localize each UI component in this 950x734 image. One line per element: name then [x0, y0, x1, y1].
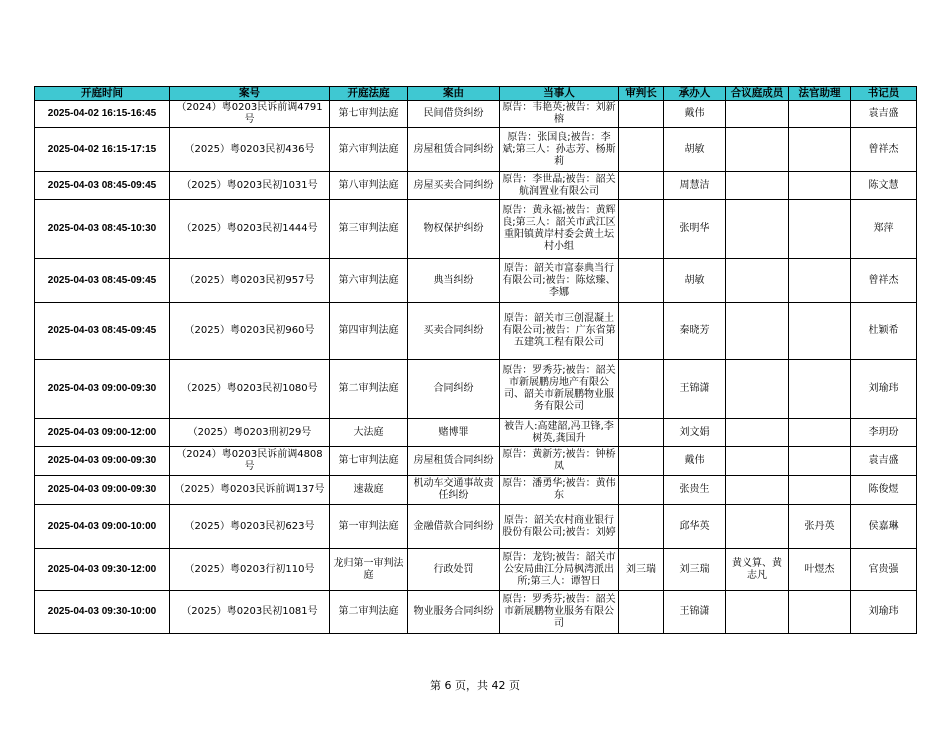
cell-case-number: （2025）粤0203行初110号	[170, 549, 330, 591]
cell-court: 第六审判法庭	[330, 128, 408, 172]
cell-judge-assistant	[789, 172, 851, 200]
cell-case-number: （2025）粤0203民初623号	[170, 505, 330, 549]
cell-judge-assistant	[789, 259, 851, 303]
cell-judge-assistant	[789, 476, 851, 505]
cell-handler: 秦晓芳	[664, 303, 726, 360]
table-row	[35, 476, 917, 505]
cell-cause: 物权保护纠纷	[408, 200, 500, 259]
cell-cause: 房屋租赁合同纠纷	[408, 447, 500, 476]
cell-case-number: （2025）粤0203民初1080号	[170, 360, 330, 419]
cell-parties: 原告：韶关农村商业银行股份有限公司;被告：刘婷	[500, 505, 619, 549]
cell-time: 2025-04-03 08:45-09:45	[35, 172, 170, 200]
cell-parties: 原告：罗秀芬;被告：韶关市新展鹏物业服务有限公司	[500, 591, 619, 634]
cell-court: 速裁庭	[330, 476, 408, 505]
cell-chief-judge	[619, 101, 664, 128]
table-row	[35, 172, 917, 200]
cell-parties: 被告人:高建韶,冯卫锋,李树英,龚国升	[500, 419, 619, 447]
cell-chief-judge	[619, 419, 664, 447]
cell-court: 第七审判法庭	[330, 447, 408, 476]
page-footer: 第 6 页，共 42 页	[430, 679, 520, 692]
cell-cause: 赌博罪	[408, 419, 500, 447]
cell-clerk: 曾祥杰	[851, 128, 917, 172]
cell-parties: 原告：潘勇华;被告：黄伟东	[500, 476, 619, 505]
table-row	[35, 505, 917, 549]
cell-clerk: 郑萍	[851, 200, 917, 259]
cell-court: 第六审判法庭	[330, 259, 408, 303]
cell-court: 大法庭	[330, 419, 408, 447]
cell-court: 第七审判法庭	[330, 101, 408, 128]
table-row	[35, 200, 917, 259]
cell-handler: 胡敏	[664, 128, 726, 172]
cell-court: 第八审判法庭	[330, 172, 408, 200]
table-row	[35, 303, 917, 360]
cell-panel-members	[726, 447, 789, 476]
cell-cause: 民间借贷纠纷	[408, 101, 500, 128]
cell-chief-judge	[619, 360, 664, 419]
header-case-number: 案号	[170, 87, 330, 101]
cell-court: 第一审判法庭	[330, 505, 408, 549]
cell-panel-members	[726, 200, 789, 259]
cell-judge-assistant	[789, 200, 851, 259]
cell-time: 2025-04-03 09:30-10:00	[35, 591, 170, 634]
cell-court: 第二审判法庭	[330, 360, 408, 419]
header-parties: 当事人	[500, 87, 619, 101]
cell-chief-judge	[619, 505, 664, 549]
table-row	[35, 419, 917, 447]
cell-handler: 戴伟	[664, 101, 726, 128]
cell-time: 2025-04-03 09:00-09:30	[35, 360, 170, 419]
cell-handler: 周慧洁	[664, 172, 726, 200]
cell-time: 2025-04-03 09:00-09:30	[35, 447, 170, 476]
table-row	[35, 549, 917, 591]
cell-parties: 原告：韶关市富泰典当行有限公司;被告：陈炫臻、李娜	[500, 259, 619, 303]
cell-judge-assistant	[789, 447, 851, 476]
cell-time: 2025-04-02 16:15-16:45	[35, 101, 170, 128]
cell-parties: 原告：韶关市三创混凝土有限公司;被告：广东省第五建筑工程有限公司	[500, 303, 619, 360]
cell-panel-members	[726, 476, 789, 505]
cell-chief-judge	[619, 303, 664, 360]
cell-time: 2025-04-03 08:45-09:45	[35, 259, 170, 303]
cell-cause: 合同纠纷	[408, 360, 500, 419]
cell-judge-assistant	[789, 419, 851, 447]
cell-time: 2025-04-03 09:30-12:00	[35, 549, 170, 591]
header-row	[35, 87, 917, 101]
header-clerk: 书记员	[851, 87, 917, 101]
header-judge-assistant: 法官助理	[789, 87, 851, 101]
cell-case-number: （2025）粤0203民初1031号	[170, 172, 330, 200]
cell-parties: 原告：黄新芳;被告：钟桥凤	[500, 447, 619, 476]
cell-clerk: 袁吉盛	[851, 447, 917, 476]
cell-clerk: 陈文慧	[851, 172, 917, 200]
cell-cause: 典当纠纷	[408, 259, 500, 303]
cell-clerk: 侯嘉琳	[851, 505, 917, 549]
cell-case-number: （2025）粤0203民诉前调137号	[170, 476, 330, 505]
hearing-schedule-table	[34, 86, 917, 634]
cell-court: 第三审判法庭	[330, 200, 408, 259]
cell-panel-members	[726, 172, 789, 200]
table-row	[35, 259, 917, 303]
cell-time: 2025-04-03 08:45-09:45	[35, 303, 170, 360]
cell-time: 2025-04-03 09:00-12:00	[35, 419, 170, 447]
cell-judge-assistant	[789, 360, 851, 419]
cell-chief-judge	[619, 172, 664, 200]
table-row	[35, 101, 917, 128]
cell-parties: 原告：韦艳英;被告：刘新榕	[500, 101, 619, 128]
cell-handler: 王锦潇	[664, 591, 726, 634]
cell-case-number: （2024）粤0203民诉前调4791号	[170, 101, 330, 128]
table-row	[35, 447, 917, 476]
cell-clerk: 陈俊煜	[851, 476, 917, 505]
cell-court: 龙归第一审判法庭	[330, 549, 408, 591]
cell-clerk: 官贵强	[851, 549, 917, 591]
header-time: 开庭时间	[35, 87, 170, 101]
cell-case-number: （2025）粤0203民初957号	[170, 259, 330, 303]
cell-handler: 王锦潇	[664, 360, 726, 419]
cell-panel-members	[726, 591, 789, 634]
cell-chief-judge	[619, 128, 664, 172]
cell-handler: 刘文娟	[664, 419, 726, 447]
cell-cause: 金融借款合同纠纷	[408, 505, 500, 549]
header-panel-members: 合议庭成员	[726, 87, 789, 101]
cell-judge-assistant	[789, 591, 851, 634]
cell-panel-members	[726, 303, 789, 360]
cell-cause: 房屋买卖合同纠纷	[408, 172, 500, 200]
cell-case-number: （2024）粤0203民诉前调4808号	[170, 447, 330, 476]
cell-judge-assistant	[789, 128, 851, 172]
cell-panel-members	[726, 128, 789, 172]
cell-parties: 原告：罗秀芬;被告：韶关市新展鹏房地产有限公司、韶关市新展鹏物业服务有限公司	[500, 360, 619, 419]
cell-time: 2025-04-03 09:00-09:30	[35, 476, 170, 505]
cell-parties: 原告：张国良;被告：李斌;第三人：孙志芳、杨斯莉	[500, 128, 619, 172]
cell-chief-judge: 刘三瑞	[619, 549, 664, 591]
cell-judge-assistant	[789, 303, 851, 360]
cell-time: 2025-04-03 08:45-10:30	[35, 200, 170, 259]
cell-clerk: 袁吉盛	[851, 101, 917, 128]
cell-chief-judge	[619, 200, 664, 259]
cell-handler: 胡敏	[664, 259, 726, 303]
table-row	[35, 591, 917, 634]
header-handler: 承办人	[664, 87, 726, 101]
cell-parties: 原告：龙钧;被告：韶关市公安局曲江分局枫湾派出所;第三人：谭智日	[500, 549, 619, 591]
cell-case-number: （2025）粤0203刑初29号	[170, 419, 330, 447]
cell-clerk: 李玥玢	[851, 419, 917, 447]
cell-handler: 张明华	[664, 200, 726, 259]
cell-clerk: 刘瑜玮	[851, 360, 917, 419]
header-chief-judge: 审判长	[619, 87, 664, 101]
cell-cause: 房屋租赁合同纠纷	[408, 128, 500, 172]
cell-panel-members: 黄义算、黄志凡	[726, 549, 789, 591]
cell-clerk: 杜颖希	[851, 303, 917, 360]
header-cause: 案由	[408, 87, 500, 101]
cell-panel-members	[726, 360, 789, 419]
cell-judge-assistant: 张丹英	[789, 505, 851, 549]
header-court: 开庭法庭	[330, 87, 408, 101]
cell-clerk: 曾祥杰	[851, 259, 917, 303]
cell-court: 第四审判法庭	[330, 303, 408, 360]
cell-case-number: （2025）粤0203民初1081号	[170, 591, 330, 634]
cell-case-number: （2025）粤0203民初1444号	[170, 200, 330, 259]
cell-handler: 刘三瑞	[664, 549, 726, 591]
cell-chief-judge	[619, 591, 664, 634]
cell-cause: 买卖合同纠纷	[408, 303, 500, 360]
cell-panel-members	[726, 419, 789, 447]
cell-handler: 邱华英	[664, 505, 726, 549]
cell-chief-judge	[619, 447, 664, 476]
cell-cause: 行政处罚	[408, 549, 500, 591]
cell-time: 2025-04-03 09:00-10:00	[35, 505, 170, 549]
cell-judge-assistant	[789, 101, 851, 128]
table-row	[35, 360, 917, 419]
cell-parties: 原告：李世晶;被告：韶关航润置业有限公司	[500, 172, 619, 200]
cell-clerk: 刘瑜玮	[851, 591, 917, 634]
cell-handler: 戴伟	[664, 447, 726, 476]
cell-cause: 物业服务合同纠纷	[408, 591, 500, 634]
cell-case-number: （2025）粤0203民初436号	[170, 128, 330, 172]
cell-case-number: （2025）粤0203民初960号	[170, 303, 330, 360]
cell-chief-judge	[619, 259, 664, 303]
table-row	[35, 128, 917, 172]
cell-cause: 机动车交通事故责任纠纷	[408, 476, 500, 505]
cell-chief-judge	[619, 476, 664, 505]
cell-handler: 张贵生	[664, 476, 726, 505]
cell-panel-members	[726, 259, 789, 303]
cell-panel-members	[726, 101, 789, 128]
cell-judge-assistant: 叶煜杰	[789, 549, 851, 591]
cell-court: 第二审判法庭	[330, 591, 408, 634]
cell-panel-members	[726, 505, 789, 549]
cell-parties: 原告：黄永福;被告：黄辉良;第三人：韶关市武江区重阳镇黄岸村委会黄土坛村小组	[500, 200, 619, 259]
cell-time: 2025-04-02 16:15-17:15	[35, 128, 170, 172]
